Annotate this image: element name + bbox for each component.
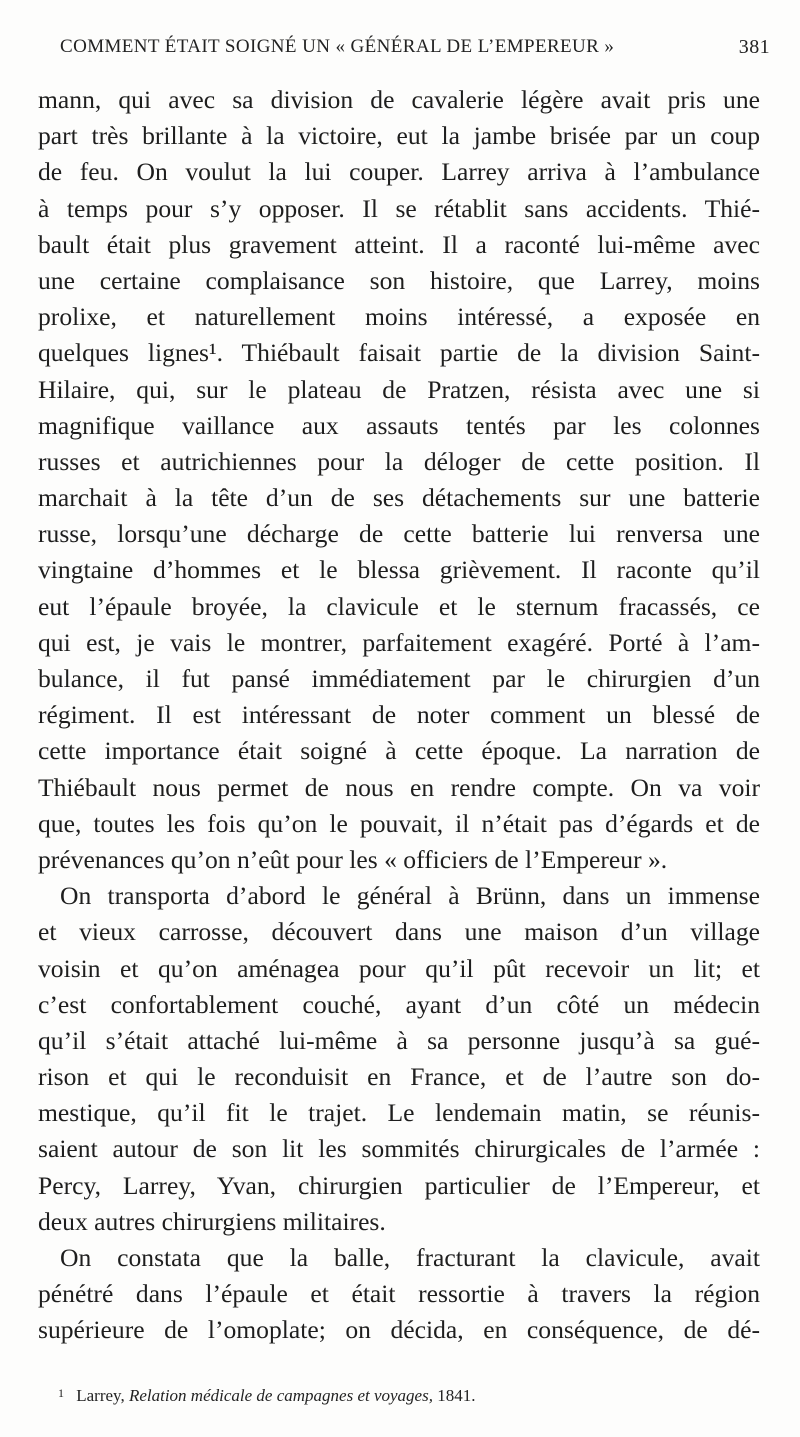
body-text (38, 82, 760, 1349)
text-line: marchait à la tête d’un de ses détachements sur une batterie (38, 483, 760, 513)
footnote-author: Larrey, (76, 1386, 125, 1405)
text-line: On transporta d’abord le général à Brünn, dans un immense (60, 881, 760, 911)
paragraph-end-line: prévenances qu’on n’eût pour les « officiers de l’Empereur ». (38, 844, 668, 874)
text-line: On constata que la balle, fracturant la clavicule, avait (60, 1243, 760, 1272)
page-number: 381 (738, 36, 770, 58)
text-line: bulance, il fut pansé immédiatement par le chirurgien d’un (38, 664, 760, 693)
text-line: saient autour de son lit les sommités chirurgicales de l’armée : (38, 1134, 760, 1164)
text-line: magnifique vaillance aux assauts tentés par les colonnes (38, 410, 760, 440)
text-line: prolixe, et naturellement moins intéressé, a exposée en (38, 302, 760, 332)
text-line: rison et qui le reconduisit en France, et de l’autre son do- (38, 1062, 760, 1092)
text-line: qui est, je vais le montrer, parfaitement exagéré. Porté à l’am- (38, 627, 760, 657)
text-line: vingtaine d’hommes et le blessa grièvement. Il raconte qu’il (38, 555, 760, 585)
text-line: quelques lignes¹. Thiébault faisait partie de la division Saint- (38, 338, 760, 368)
text-line: pénétré dans l’épaule et était ressortie à travers la région (38, 1279, 760, 1309)
text-line: voisin et qu’on aménagea pour qu’il pût recevoir un lit; et (38, 953, 760, 983)
footnote-title: Relation médicale de campagnes et voyages, (128, 1386, 433, 1405)
text-line: qu’il s’était attaché lui-même à sa personne jusqu’à sa gué- (38, 1025, 760, 1055)
text-line: part très brillante à la victoire, eut la jambe brisée par un coup (38, 121, 760, 151)
text-line: Hilaire, qui, sur le plateau de Pratzen, résista avec une si (38, 374, 760, 404)
text-line: à temps pour s’y opposer. Il se rétablit sans accidents. Thié- (38, 193, 760, 223)
text-line: une certaine complaisance son histoire, que Larrey, moins (38, 265, 760, 295)
text-line: de feu. On voulut la lui couper. Larrey arriva à l’ambulance (38, 157, 760, 187)
text-line: régiment. Il est intéressant de noter comment un blessé de (38, 700, 760, 730)
paragraph-end-line: deux autres chirurgiens militaires. (38, 1206, 386, 1236)
text-line: mann, qui avec sa division de cavalerie légère avait pris une (38, 85, 760, 114)
text-line: Thiébault nous permet de nous en rendre compte. On va voir (38, 772, 760, 802)
text-line: et vieux carrosse, découvert dans une maison d’un village (38, 917, 760, 947)
text-line: supérieure de l’omoplate; on décida, en conséquence, de dé- (38, 1315, 760, 1345)
text-line: russes et autrichiennes pour la déloger de cette position. Il (38, 446, 760, 476)
text-line: que, toutes les fois qu’on le pouvait, il n’était pas d’égards et de (38, 808, 760, 838)
text-line: cette importance était soigné à cette époque. La narration de (38, 736, 760, 766)
text-line: bault était plus gravement atteint. Il a raconté lui-même avec (38, 229, 760, 259)
running-head (60, 36, 770, 60)
footnote-number: 1 (58, 1386, 64, 1400)
running-title: COMMENT ÉTAIT SOIGNÉ UN « GÉNÉRAL DE L’EMPEREUR » (60, 36, 615, 57)
text-line: Percy, Larrey, Yvan, chirurgien particulier de l’Empereur, et (38, 1170, 760, 1200)
footnote (58, 1380, 758, 1406)
text-line: c’est confortablement couché, ayant d’un côté un médecin (38, 989, 760, 1019)
text-line: russe, lorsqu’une décharge de cette batterie lui renversa une (38, 519, 760, 549)
text-line: mestique, qu’il fit le trajet. Le lendemain matin, se réunis- (38, 1098, 760, 1128)
text-line: eut l’épaule broyée, la clavicule et le sternum fracassés, ce (38, 591, 760, 621)
footnote-year: 1841. (437, 1386, 476, 1405)
